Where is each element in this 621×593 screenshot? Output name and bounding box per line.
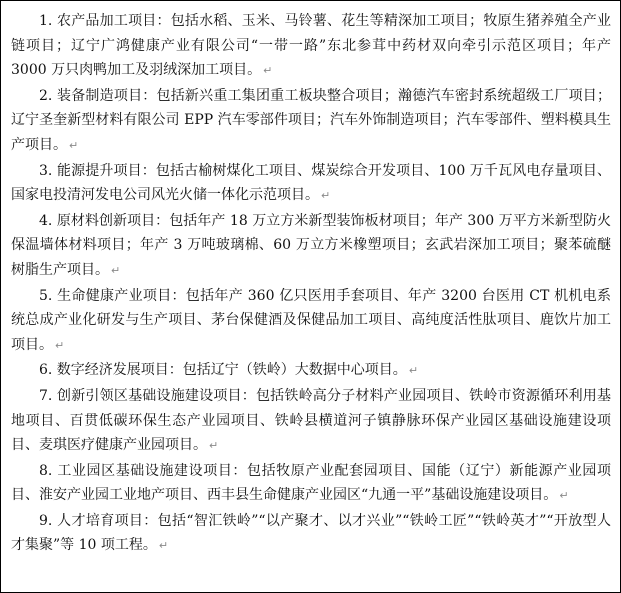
paragraph-5 — [11, 284, 611, 359]
paragraph-2 — [11, 84, 611, 159]
paragraph-mark-icon: ↵ — [321, 189, 331, 203]
paragraph-mark-icon: ↵ — [111, 263, 121, 277]
paragraph-3-text: 3. 能源提升项目：包括古榆树煤化工项目、煤炭综合开发项目、100 万千瓦风电存量项目、国家电投清河发电公司风光火储一体化示范项目。 — [11, 162, 611, 204]
paragraph-mark-icon: ↵ — [69, 138, 79, 152]
paragraph-7 — [11, 384, 611, 459]
paragraph-6-text: 6. 数字经济发展项目：包括辽宁（铁岭）大数据中心项目。 — [39, 362, 407, 379]
paragraph-4-text: 4. 原材料创新项目：包括年产 18 万立方米新型装饰板材项目；年产 300 万平方米新型防火保温墙体材料项目；年产 3 万吨玻璃棉、60 万立方米橡塑项目；玄武岩深加工项目；聚苯硫醚树脂生产项目。 — [11, 212, 611, 278]
paragraph-3 — [11, 159, 611, 209]
paragraph-7-text: 7. 创新引领区基础设施建设项目：包括铁岭高分子材料产业园项目、铁岭市资源循环利用基地项目、百贯低碳环保生态产业园项目、铁岭县横道河子镇静脉环保产业园区基础设施建设项目、麦琪医疗健康产业园项目。 — [11, 387, 611, 454]
paragraph-2-text: 2. 装备制造项目：包括新兴重工集团重工板块整合项目；瀚德汽车密封系统超级工厂项目；辽宁圣奎新型材料有限公司 EPP 汽车零部件项目；汽车外饰制造项目；汽车零部件、塑料模具生产项目。 — [11, 87, 611, 153]
paragraph-mark-icon: ↵ — [158, 539, 169, 553]
paragraph-1-text: 1. 农产品加工项目：包括水稻、玉米、马铃薯、花生等精深加工项目；牧原生猪养殖全产业链项目；辽宁广鸿健康产业有限公司“一带一路”东北参茸中药材双向牵引示范区项目；年产 3000 万只肉鸭加工及羽绒深加工项目。 — [11, 13, 611, 79]
paragraph-mark-icon: ↵ — [263, 64, 273, 78]
paragraph-mark-icon: ↵ — [408, 364, 419, 378]
paragraph-6 — [11, 358, 611, 384]
paragraph-1 — [11, 9, 611, 84]
paragraph-9-text: 9. 人才培育项目：包括“智汇铁岭”“以产聚才、以才兴业”“铁岭工匠”“铁岭英才”“开放型人才集聚”等 10 项工程。 — [11, 512, 611, 554]
paragraph-8-text: 8. 工业园区基础设施建设项目：包括牧原产业配套园项目、国能（辽宁）新能源产业园项目、淮安产业园工业地产项目、西丰县生命健康产业园区“九通一平”基础设施建设项目。 — [11, 462, 611, 504]
paragraph-mark-icon: ↵ — [559, 489, 569, 503]
paragraph-9 — [11, 509, 611, 559]
paragraph-mark-icon: ↵ — [209, 439, 219, 453]
paragraph-4 — [11, 209, 611, 284]
document-body — [11, 9, 611, 559]
paragraph-8 — [11, 459, 611, 509]
paragraph-5-text: 5. 生命健康产业项目：包括年产 360 亿只医用手套项目、年产 3200 台医用 CT 机机电系统总成产业化研发与生产项目、茅台保健酒及保健品加工项目、高纯度活性肽项目、鹿饮片加工项目。 — [11, 287, 611, 353]
paragraph-mark-icon: ↵ — [55, 338, 65, 352]
